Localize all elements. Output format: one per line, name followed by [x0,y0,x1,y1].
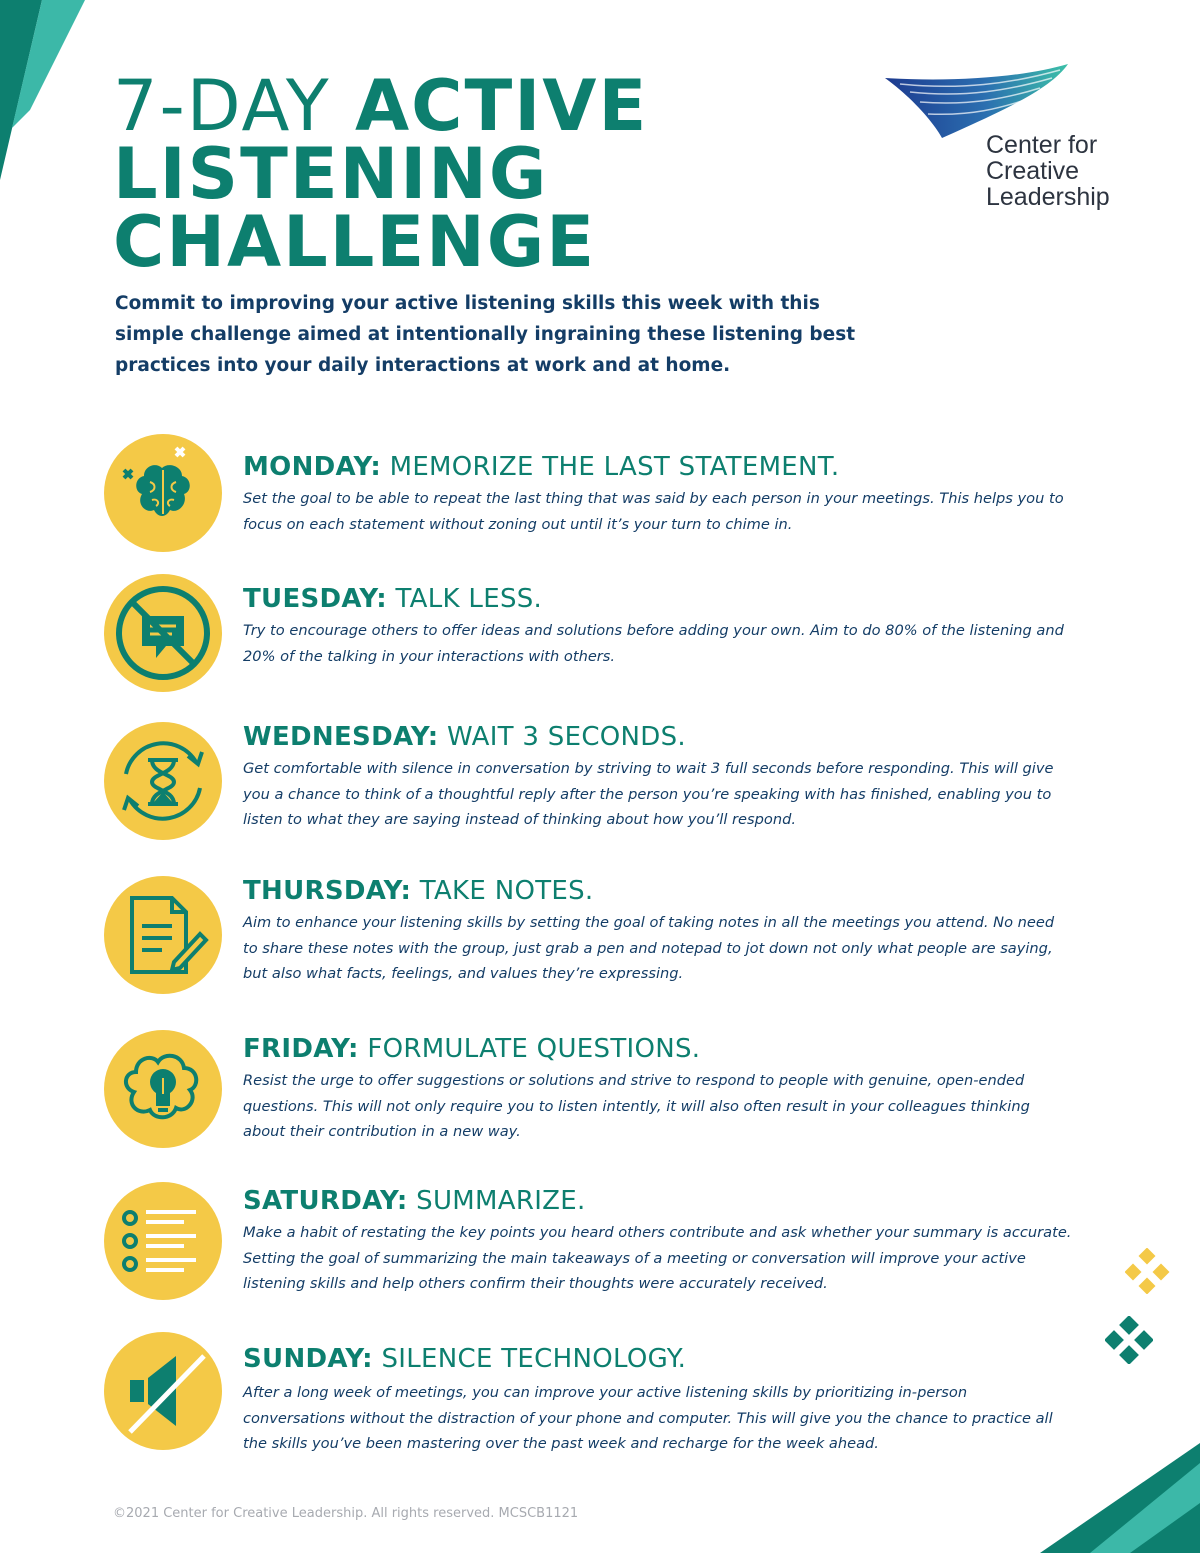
corner-decoration-top-left [0,0,90,200]
title-line-2: LISTENING [113,133,549,215]
day-name: SATURDAY: [243,1186,408,1216]
day-description: Set the goal to be able to repeat the last thing that was said by each person in your meetings. This helps you to focus on each statement without zoning out until it’s your turn to chime in. [243,490,1064,533]
day-heading [243,876,593,906]
list-icon [104,1182,222,1300]
logo-line-3: Leadership [986,183,1110,211]
day-name: THURSDAY: [243,876,412,906]
title-line-3: CHALLENGE [113,201,597,283]
ccl-logo-text [986,132,1110,210]
notes-icon [104,876,222,994]
hourglass-icon [104,722,222,840]
day-task: WAIT 3 SECONDS. [438,722,686,752]
day-description: Make a habit of restating the key points you heard others contribute and ask whether your summary is accurate. Setting the goal of summarizing the main takeaways of a meeting or conversation will improve your active listening skills and help others confirm their thoughts were accurately received. [243,1224,1072,1292]
intro-paragraph: Commit to improving your active listening skills this week with this simple challenge aimed at intentionally ingraining these listening best practices into your daily interactions at work and at home. [115,293,856,376]
day-task: SUMMARIZE. [407,1186,586,1216]
day-name: SUNDAY: [243,1344,373,1374]
day-task: FORMULATE QUESTIONS. [358,1034,701,1064]
day-name: FRIDAY: [243,1034,359,1064]
day-heading [243,1034,700,1064]
day-heading [243,1344,686,1374]
day-heading [243,584,542,614]
day-heading [243,452,839,482]
day-description: Get comfortable with silence in conversation by striving to wait 3 full seconds before responding. This will give you a chance to think of a thoughtful reply after the person you’re speaking with has finished, enabling you to listen to what they are saying instead of thinking about how you’ll respond. [243,760,1054,828]
lightbulb-icon [104,1030,222,1148]
page-title [113,65,649,283]
day-task: MEMORIZE THE LAST STATEMENT. [381,452,840,482]
day-description: Try to encourage others to offer ideas and solutions before adding your own. Aim to do 80% of the listening and 20% of the talking in your interactions with others. [243,622,1064,665]
day-description: After a long week of meetings, you can improve your active listening skills by prioritizing in-person conversations without the distraction of your phone and computer. This will give you the chance to practice all the skills you’ve been mastering over the past week and recharge for the week ahead. [243,1384,1053,1452]
corner-decoration-bottom-right [1020,1443,1200,1553]
title-part-2: ACTIVE [354,65,649,147]
day-name: WEDNESDAY: [243,722,439,752]
day-task: TAKE NOTES. [411,876,594,906]
sparkle-yellow-icon [1125,1248,1171,1294]
day-description: Resist the urge to offer suggestions or solutions and strive to respond to people with genuine, open-ended questions. This will not only require you to listen intently, it will also often result in your colleagues thinking about their contribution in a new way. [243,1072,1030,1140]
logo-line-2: Creative [986,157,1080,185]
day-heading [243,1186,586,1216]
no-chat-icon [104,574,222,692]
day-name: MONDAY: [243,452,382,482]
day-name: TUESDAY: [243,584,387,614]
sparkle-teal-icon [1105,1316,1153,1364]
mute-speaker-icon [104,1332,222,1450]
day-heading [243,722,686,752]
day-task: TALK LESS. [386,584,543,614]
title-part-1: 7-DAY [113,65,355,147]
day-description: Aim to enhance your listening skills by setting the goal of taking notes in all the meetings you attend. No need to share these notes with the group, just grab a pen and notepad to jot down not only what people are saying, but also what facts, feelings, and values they’re expressing. [243,914,1055,982]
day-task: SILENCE TECHNOLOGY. [372,1344,687,1374]
copyright-footer: ©2021 Center for Creative Leadership. All rights reserved. MCSCB1121 [113,1506,579,1521]
brain-icon [104,434,222,552]
logo-line-1: Center for [986,131,1098,159]
